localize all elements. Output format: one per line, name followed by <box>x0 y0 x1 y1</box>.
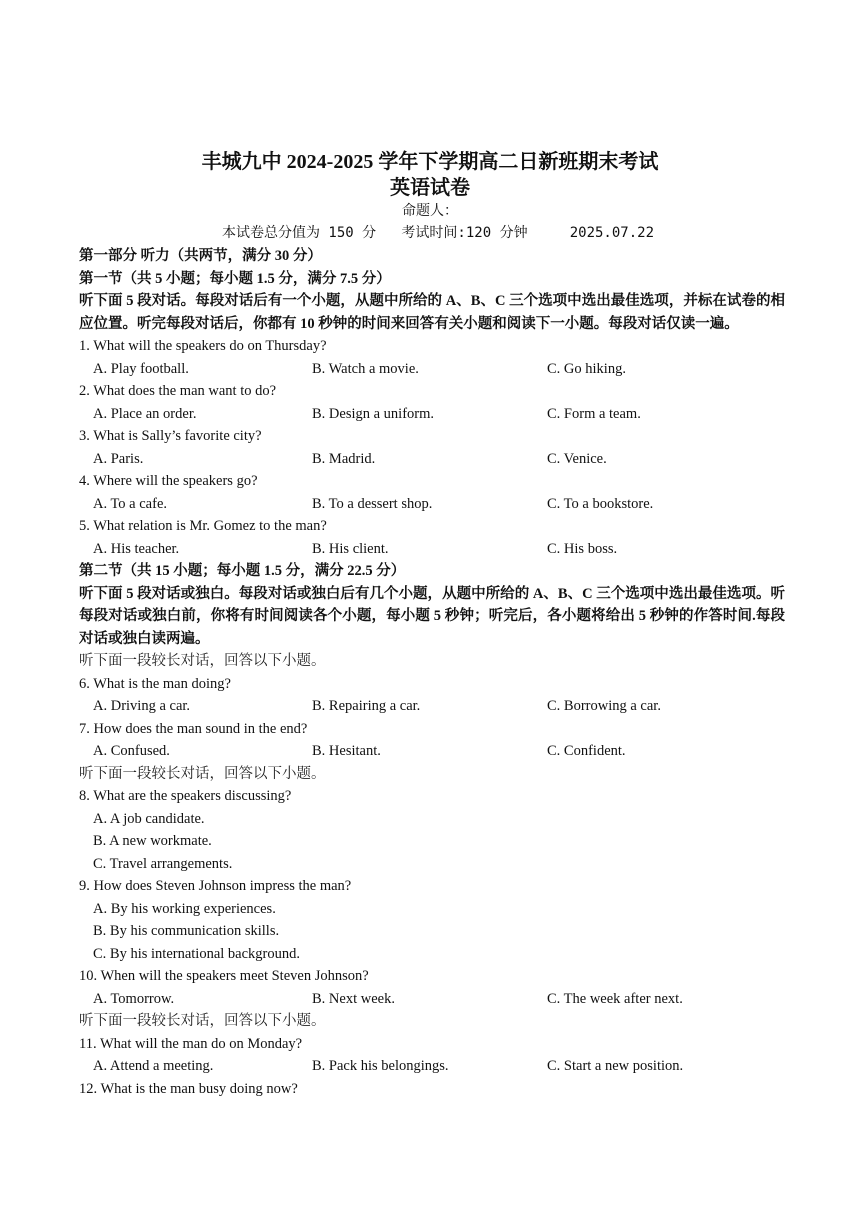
option-b: B. Pack his belongings. <box>312 1058 449 1074</box>
options-3 <box>79 448 785 471</box>
option-a: A. His teacher. <box>93 540 180 557</box>
question-6: 6. What is the man doing? <box>79 675 231 692</box>
option-c: C. Start a new position. <box>547 1058 684 1074</box>
options-10 <box>79 988 785 1011</box>
option-b: B. Design a uniform. <box>312 405 435 422</box>
listening-note: 听下面一段较长对话，回答以下小题。 <box>79 653 326 669</box>
option-b: B. By his communication skills. <box>93 923 280 939</box>
option-c: C. Go hiking. <box>547 360 626 377</box>
option-a: A. To a cafe. <box>93 495 168 512</box>
question-4: 4. Where will the speakers go? <box>79 473 258 489</box>
option-c: C. Travel arrangements. <box>93 855 233 872</box>
option-a: A. Place an order. <box>93 405 197 422</box>
option-c: C. Confident. <box>547 743 626 759</box>
option-a: A. Attend a meeting. <box>93 1058 214 1074</box>
option-b: B. To a dessert shop. <box>312 495 433 512</box>
listening-note: 听下面一段较长对话，回答以下小题。 <box>79 1013 326 1029</box>
options-1 <box>79 358 785 381</box>
exam-subtitle: 英语试卷 <box>390 177 470 199</box>
options-7 <box>79 740 785 763</box>
setter-line: 命题人： <box>402 204 458 219</box>
question-11: 11. What will the man do on Monday? <box>79 1035 303 1052</box>
option-c: C. Form a team. <box>547 405 641 422</box>
section1-heading: 第一节（共 5 小题；每小题 1.5 分，满分 7.5 分） <box>79 270 391 287</box>
listening-note: 听下面一段较长对话，回答以下小题。 <box>79 765 326 782</box>
question-8: 8. What are the speakers discussing? <box>79 788 292 804</box>
option-b: B. Next week. <box>312 990 395 1007</box>
option-a: A. Play football. <box>93 360 189 377</box>
option-c: C. His boss. <box>547 540 618 557</box>
section2-heading: 第二节（共 15 小题；每小题 1.5 分，满分 22.5 分） <box>79 563 406 579</box>
option-c: C. The week after next. <box>547 990 683 1007</box>
question-12: 12. What is the man busy doing now? <box>79 1080 298 1097</box>
option-b: B. Madrid. <box>312 450 376 467</box>
option-b: B. Hesitant. <box>312 743 381 759</box>
options-4 <box>79 493 785 516</box>
option-a: A. A job candidate. <box>93 810 205 827</box>
question-7: 7. How does the man sound in the end? <box>79 720 308 737</box>
part-heading: 第一部分 听力（共两节，满分 30 分） <box>79 248 322 264</box>
options-5 <box>79 538 785 561</box>
option-c: C. Borrowing a car. <box>547 698 661 714</box>
question-5: 5. What relation is Mr. Gomez to the man? <box>79 518 327 534</box>
option-a: A. Driving a car. <box>93 698 191 714</box>
option-a: A. By his working experiences. <box>93 900 276 917</box>
option-b: B. Watch a movie. <box>312 360 419 377</box>
option-c: C. Venice. <box>547 450 607 467</box>
exam-meta: 本试卷总分值为 150 分 考试时间:120 分钟 2025.07.22 <box>222 225 655 241</box>
section1-instructions: 听下面 5 段对话。每段对话后有一个小题，从题中所给的 A、B、C 三个选项中选出最佳选项，并标在试卷的相应位置。听完每段对话后，你都有 10 秒钟的时间来回答有关小题和阅读下一小题。每段对话仅读一遍。 <box>79 293 785 332</box>
option-b: B. A new workmate. <box>93 833 212 849</box>
question-10: 10. When will the speakers meet Steven Johnson? <box>79 968 369 984</box>
option-a: A. Confused. <box>93 743 170 759</box>
question-2: 2. What does the man want to do? <box>79 383 277 399</box>
section2-instructions: 听下面 5 段对话或独白。每段对话或独白后有几个小题，从题中所给的 A、B、C 三个选项中选出最佳选项。听每段对话或独白前，你将有时间阅读各个小题，每小题 5 秒钟；听完后，各小题将给出 5 秒钟的作答时间.每段对话或独白读两遍。 <box>79 585 785 647</box>
question-9: 9. How does Steven Johnson impress the man? <box>79 878 352 894</box>
options-2 <box>79 403 785 426</box>
question-3: 3. What is Sally’s favorite city? <box>79 428 262 444</box>
options-11 <box>79 1055 785 1078</box>
options-6 <box>79 695 785 718</box>
option-b: B. His client. <box>312 540 389 557</box>
option-b: B. Repairing a car. <box>312 698 421 714</box>
exam-title: 丰城九中 2024-2025 学年下学期高二日新班期末考试 <box>201 151 659 173</box>
question-1: 1. What will the speakers do on Thursday? <box>79 338 327 354</box>
option-a: A. Paris. <box>93 450 144 467</box>
option-a: A. Tomorrow. <box>93 990 175 1007</box>
option-c: C. To a bookstore. <box>547 495 654 512</box>
exam-body <box>79 245 785 1100</box>
option-c: C. By his international background. <box>93 945 300 962</box>
